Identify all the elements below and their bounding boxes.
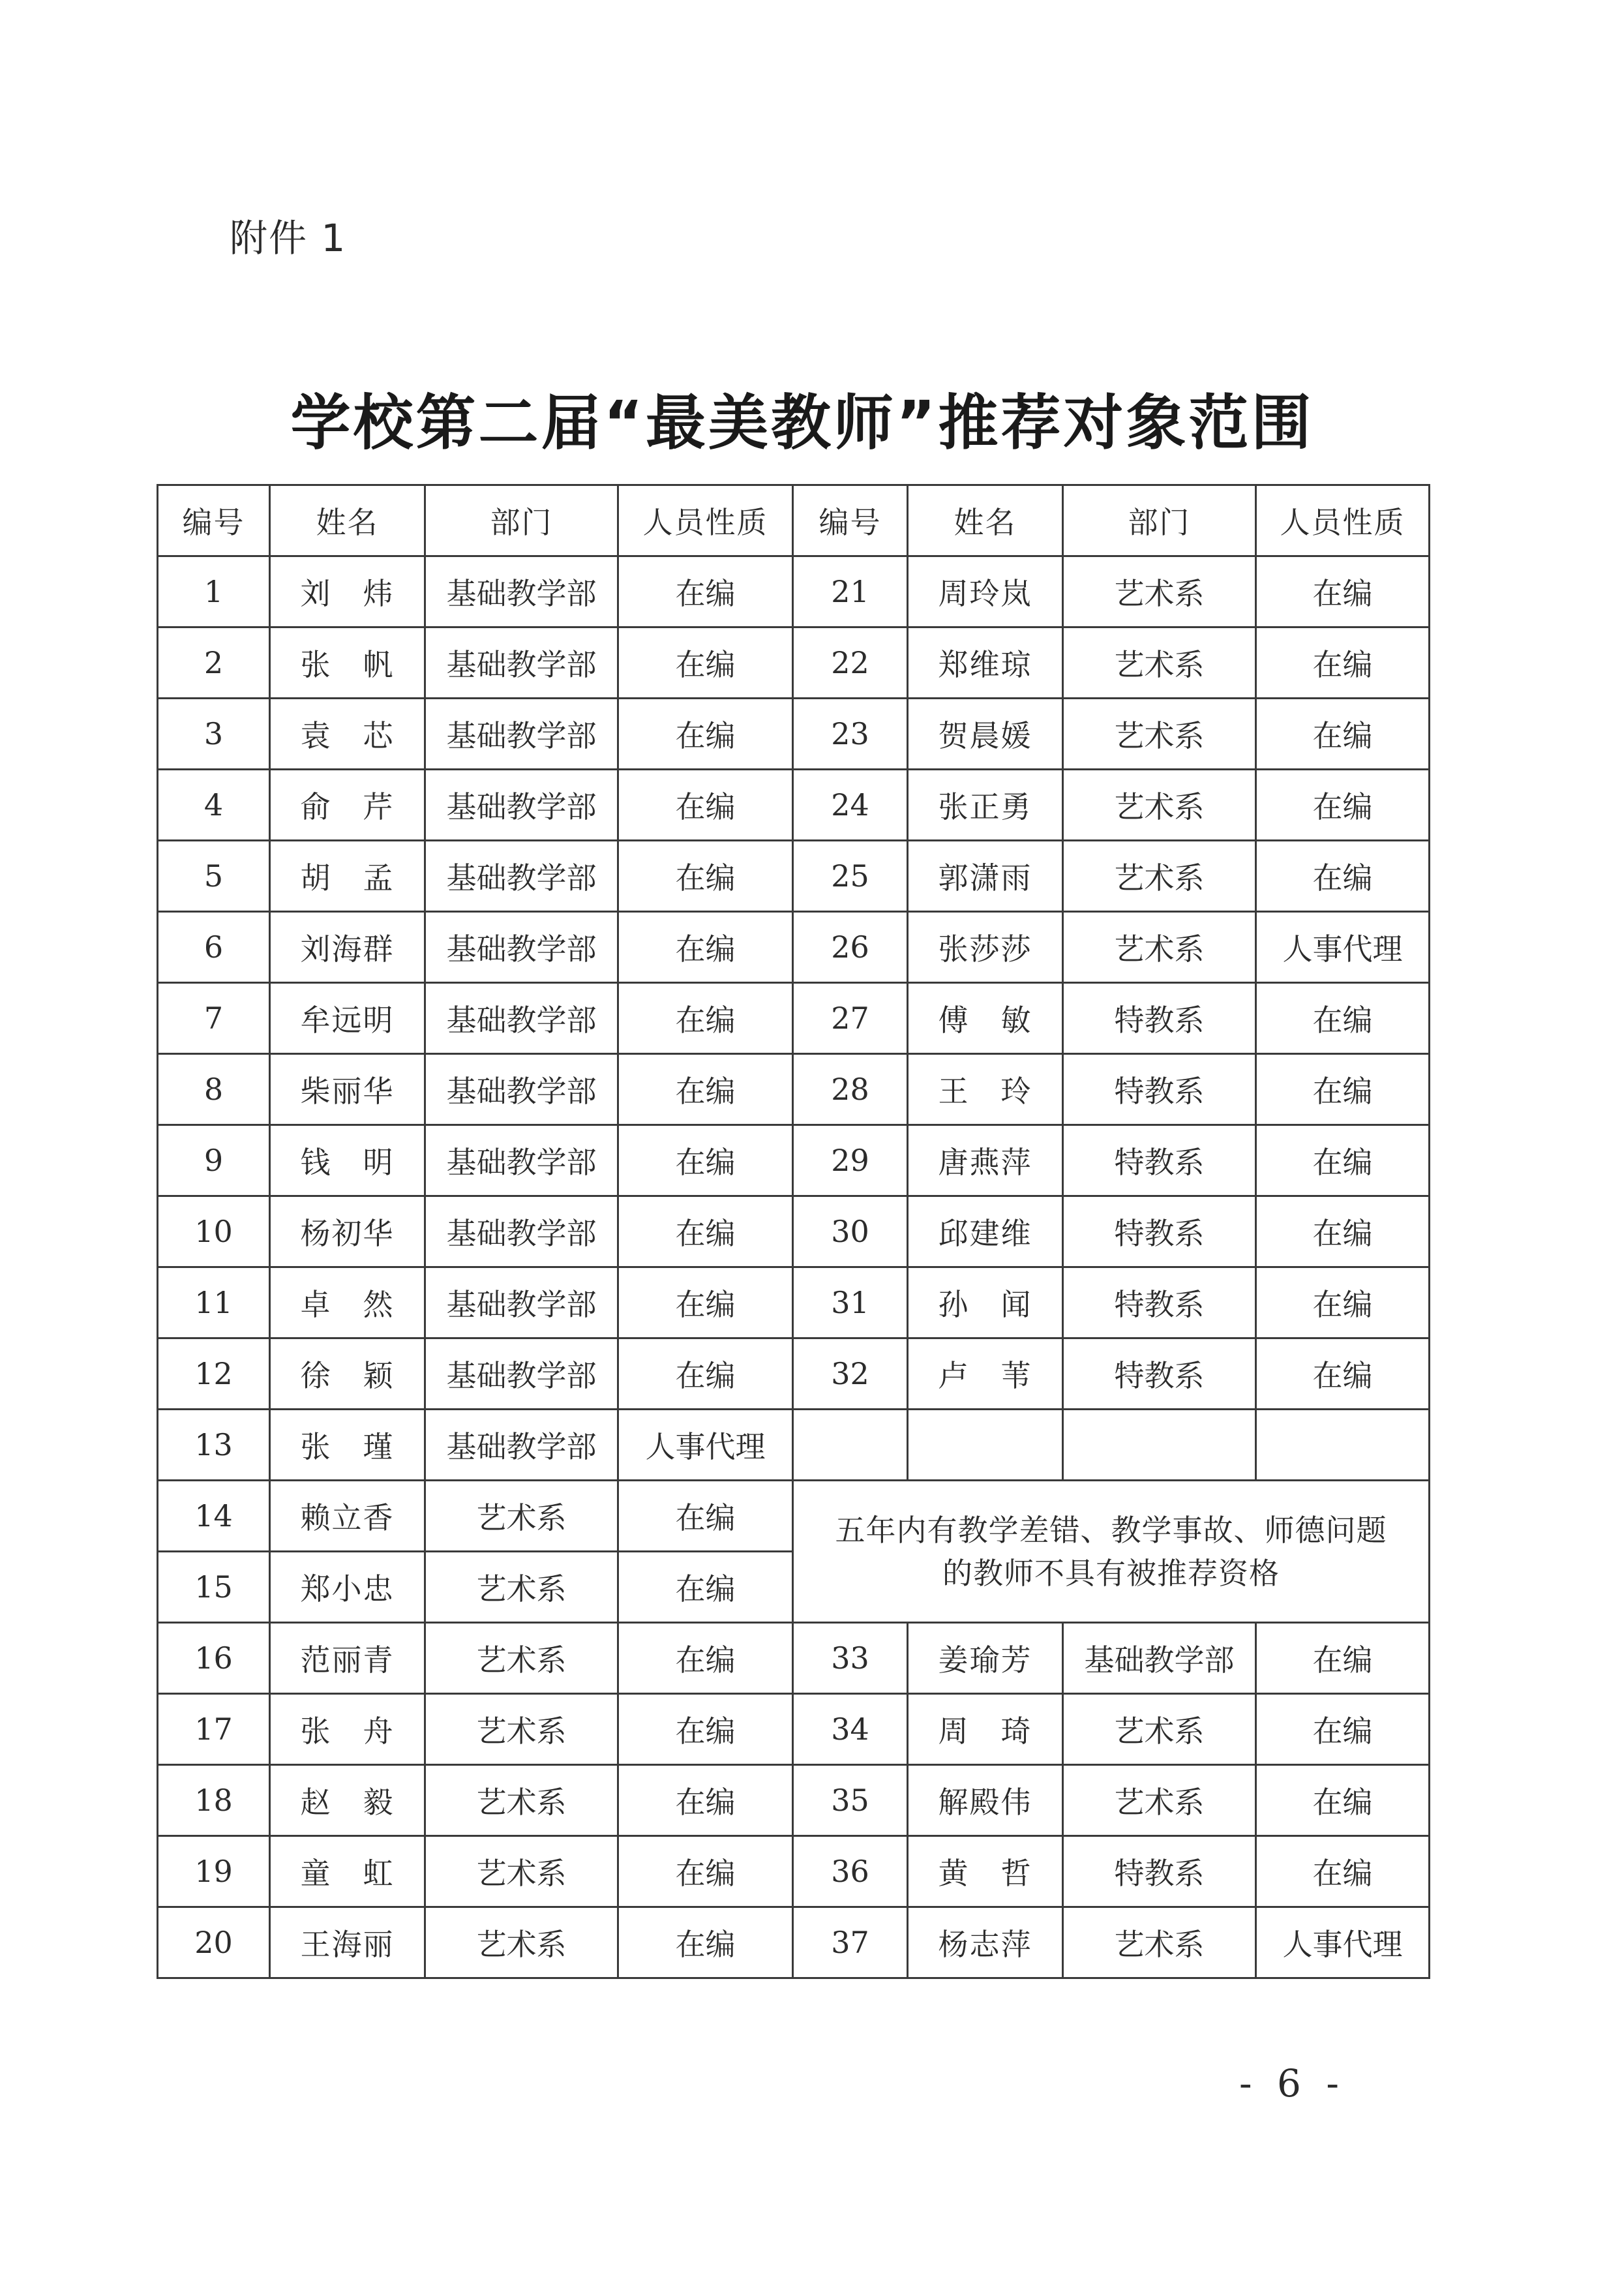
cell-name: 袁 芯 [270,699,425,770]
table-header-row [158,485,1430,556]
cell-department: 基础教学部 [425,1125,618,1196]
cell-department: 艺术系 [1063,841,1256,912]
cell-staff-type: 在编 [1256,1196,1430,1267]
cell-staff-type: 在编 [618,1552,793,1623]
cell-number: 22 [793,627,908,699]
cell-staff-type: 在编 [1256,1694,1430,1765]
cell-number: 23 [793,699,908,770]
cell-staff-type: 在编 [618,556,793,627]
cell-department: 艺术系 [425,1694,618,1765]
cell-number: 32 [793,1338,908,1410]
cell-name: 刘 炜 [270,556,425,627]
cell-number: 2 [158,627,270,699]
header-department: 部门 [1063,485,1256,556]
cell-staff-type: 在编 [1256,556,1430,627]
table-row [158,912,1430,983]
cell-name: 刘海群 [270,912,425,983]
cell-staff-type: 在编 [618,1267,793,1338]
cell-department: 艺术系 [1063,1907,1256,1978]
page-title: 学校第二届“最美教师”推荐对象范围 [290,388,1314,458]
cell-name: 姜瑜芳 [908,1623,1063,1694]
cell-name: 孙 闻 [908,1267,1063,1338]
table-row [158,983,1430,1054]
cell-name: 杨初华 [270,1196,425,1267]
cell-number: 33 [793,1623,908,1694]
cell-department: 特教系 [1063,1054,1256,1125]
cell-department: 艺术系 [425,1907,618,1978]
cell-department: 基础教学部 [425,556,618,627]
cell-name: 郭潇雨 [908,841,1063,912]
cell-number: 15 [158,1552,270,1623]
cell-department: 基础教学部 [425,912,618,983]
cell-staff-type: 在编 [618,1907,793,1978]
cell-number: 19 [158,1836,270,1907]
notice-line: 五年内有教学差错、教学事故、师德问题 [835,1512,1387,1548]
cell-number: 24 [793,770,908,841]
cell-department: 基础教学部 [425,699,618,770]
cell-department: 艺术系 [1063,912,1256,983]
cell-number: 10 [158,1196,270,1267]
cell-name: 傅 敏 [908,983,1063,1054]
recommendation-table [157,484,1430,1979]
eligibility-notice [793,1481,1430,1623]
cell-department: 基础教学部 [1063,1623,1256,1694]
empty-cell [1256,1410,1430,1481]
cell-staff-type: 在编 [1256,1125,1430,1196]
cell-department: 基础教学部 [425,1338,618,1410]
cell-name: 王 玲 [908,1054,1063,1125]
cell-staff-type: 在编 [1256,1765,1430,1836]
cell-department: 特教系 [1063,1125,1256,1196]
cell-number: 31 [793,1267,908,1338]
header-number: 编号 [158,485,270,556]
cell-department: 基础教学部 [425,1054,618,1125]
table-row [158,1481,1430,1552]
cell-name: 黄 哲 [908,1836,1063,1907]
cell-staff-type: 在编 [618,1196,793,1267]
cell-department: 艺术系 [1063,1765,1256,1836]
cell-name: 张 帆 [270,627,425,699]
cell-name: 郑维琼 [908,627,1063,699]
cell-name: 卓 然 [270,1267,425,1338]
cell-number: 17 [158,1694,270,1765]
cell-department: 基础教学部 [425,841,618,912]
table-row [158,627,1430,699]
header-number: 编号 [793,485,908,556]
cell-staff-type: 在编 [1256,770,1430,841]
cell-department: 艺术系 [425,1552,618,1623]
cell-name: 张 瑾 [270,1410,425,1481]
page-number: - 6 - [1239,2061,1345,2106]
cell-department: 艺术系 [1063,770,1256,841]
cell-department: 艺术系 [1063,699,1256,770]
cell-department: 艺术系 [425,1623,618,1694]
cell-department: 特教系 [1063,983,1256,1054]
cell-staff-type: 在编 [618,983,793,1054]
cell-name: 赵 毅 [270,1765,425,1836]
cell-name: 卢 苇 [908,1338,1063,1410]
table-row [158,1410,1430,1481]
cell-name: 杨志萍 [908,1907,1063,1978]
cell-department: 基础教学部 [425,1196,618,1267]
cell-number: 12 [158,1338,270,1410]
table-row [158,1765,1430,1836]
cell-department: 艺术系 [425,1765,618,1836]
cell-number: 37 [793,1907,908,1978]
cell-name: 郑小忠 [270,1552,425,1623]
cell-department: 艺术系 [425,1836,618,1907]
cell-name: 赖立香 [270,1481,425,1552]
cell-department: 艺术系 [425,1481,618,1552]
cell-number: 26 [793,912,908,983]
cell-number: 14 [158,1481,270,1552]
cell-number: 11 [158,1267,270,1338]
cell-department: 基础教学部 [425,983,618,1054]
cell-staff-type: 在编 [618,1125,793,1196]
table-row [158,1125,1430,1196]
cell-staff-type: 在编 [1256,1623,1430,1694]
table-row [158,770,1430,841]
cell-name: 钱 明 [270,1125,425,1196]
header-name: 姓名 [908,485,1063,556]
cell-staff-type: 在编 [618,1765,793,1836]
empty-cell [1063,1410,1256,1481]
cell-staff-type: 在编 [618,1623,793,1694]
cell-name: 范丽青 [270,1623,425,1694]
table-row [158,1907,1430,1978]
cell-staff-type: 在编 [618,1836,793,1907]
cell-number: 28 [793,1054,908,1125]
cell-staff-type: 人事代理 [1256,912,1430,983]
header-department: 部门 [425,485,618,556]
cell-department: 特教系 [1063,1836,1256,1907]
cell-name: 柴丽华 [270,1054,425,1125]
cell-number: 3 [158,699,270,770]
cell-department: 基础教学部 [425,1410,618,1481]
cell-number: 9 [158,1125,270,1196]
cell-staff-type: 在编 [618,1338,793,1410]
cell-staff-type: 在编 [1256,983,1430,1054]
cell-staff-type: 在编 [618,770,793,841]
cell-staff-type: 在编 [1256,1267,1430,1338]
cell-staff-type: 人事代理 [618,1410,793,1481]
table-row [158,1836,1430,1907]
cell-name: 唐燕萍 [908,1125,1063,1196]
table-row [158,1054,1430,1125]
cell-name: 童 虹 [270,1836,425,1907]
cell-staff-type: 在编 [1256,627,1430,699]
cell-name: 俞 芹 [270,770,425,841]
cell-number: 35 [793,1765,908,1836]
cell-name: 张莎莎 [908,912,1063,983]
cell-number: 25 [793,841,908,912]
cell-department: 基础教学部 [425,627,618,699]
cell-name: 周玲岚 [908,556,1063,627]
table-row [158,1694,1430,1765]
cell-number: 18 [158,1765,270,1836]
cell-department: 艺术系 [1063,556,1256,627]
cell-name: 张 舟 [270,1694,425,1765]
cell-name: 贺晨媛 [908,699,1063,770]
cell-number: 20 [158,1907,270,1978]
cell-staff-type: 在编 [618,841,793,912]
cell-staff-type: 在编 [1256,1054,1430,1125]
cell-department: 特教系 [1063,1196,1256,1267]
cell-staff-type: 在编 [1256,699,1430,770]
cell-staff-type: 在编 [1256,1338,1430,1410]
header-name: 姓名 [270,485,425,556]
cell-staff-type: 在编 [618,1481,793,1552]
cell-number: 21 [793,556,908,627]
cell-number: 27 [793,983,908,1054]
cell-name: 张正勇 [908,770,1063,841]
cell-number: 1 [158,556,270,627]
cell-staff-type: 在编 [1256,841,1430,912]
cell-number: 16 [158,1623,270,1694]
cell-staff-type: 在编 [1256,1836,1430,1907]
cell-name: 徐 颖 [270,1338,425,1410]
cell-staff-type: 在编 [618,912,793,983]
cell-name: 胡 孟 [270,841,425,912]
table-row [158,1267,1430,1338]
attachment-label: 附件 1 [230,216,347,260]
cell-department: 基础教学部 [425,1267,618,1338]
cell-number: 5 [158,841,270,912]
empty-cell [908,1410,1063,1481]
cell-name: 解殿伟 [908,1765,1063,1836]
cell-name: 周 琦 [908,1694,1063,1765]
table-row [158,699,1430,770]
header-staff-type: 人员性质 [618,485,793,556]
table-row [158,1338,1430,1410]
cell-staff-type: 在编 [618,1694,793,1765]
cell-name: 王海丽 [270,1907,425,1978]
table-row [158,556,1430,627]
cell-staff-type: 在编 [618,1054,793,1125]
empty-cell [793,1410,908,1481]
cell-number: 30 [793,1196,908,1267]
cell-department: 艺术系 [1063,627,1256,699]
cell-name: 牟远明 [270,983,425,1054]
cell-number: 8 [158,1054,270,1125]
header-staff-type: 人员性质 [1256,485,1430,556]
cell-number: 34 [793,1694,908,1765]
cell-department: 艺术系 [1063,1694,1256,1765]
table-row [158,841,1430,912]
cell-name: 邱建维 [908,1196,1063,1267]
cell-department: 基础教学部 [425,770,618,841]
cell-staff-type: 在编 [618,699,793,770]
cell-department: 特教系 [1063,1338,1256,1410]
table-row [158,1623,1430,1694]
cell-staff-type: 人事代理 [1256,1907,1430,1978]
cell-department: 特教系 [1063,1267,1256,1338]
table-row [158,1196,1430,1267]
cell-number: 7 [158,983,270,1054]
cell-staff-type: 在编 [618,627,793,699]
cell-number: 13 [158,1410,270,1481]
cell-number: 29 [793,1125,908,1196]
notice-line: 的教师不具有被推荐资格 [942,1555,1280,1591]
cell-number: 6 [158,912,270,983]
cell-number: 36 [793,1836,908,1907]
cell-number: 4 [158,770,270,841]
